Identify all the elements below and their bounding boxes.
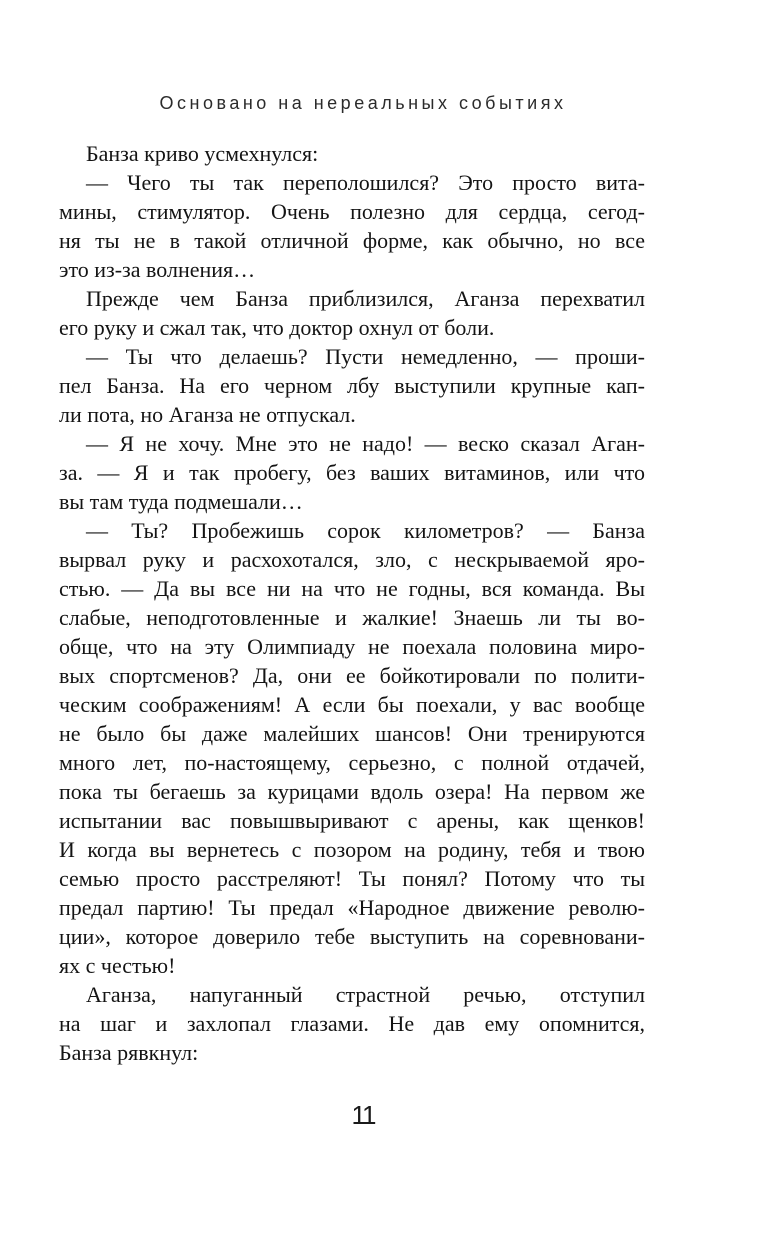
body-line: ческим соображениям! А если бы поехали, у вас вообще	[59, 692, 645, 717]
page-number: 11	[351, 1100, 375, 1130]
body-line: пока ты бегаешь за курицами вдоль озера! На первом же	[59, 779, 645, 804]
body-line: это из-за волнения…	[59, 257, 256, 282]
body-line: Аганза, напуганный страстной речью, отступил	[86, 982, 645, 1007]
body-line: Прежде чем Банза приблизился, Аганза перехватил	[86, 286, 645, 311]
body-line: обще, что на эту Олимпиаду не поехала половина миро-	[59, 634, 645, 659]
body-line: пел Банза. На его черном лбу выступили крупные кап-	[59, 373, 645, 398]
body-line: ня ты не в такой отличной форме, как обычно, но все	[59, 228, 645, 253]
body-line: вых спортсменов? Да, они ее бойкотировали по полити-	[59, 663, 645, 688]
body-line: Банза рявкнул:	[59, 1040, 199, 1065]
body-line: Банза криво усмехнулся:	[86, 141, 319, 166]
body-line: на шаг и захлопал глазами. Не дав ему опомнится,	[59, 1011, 645, 1036]
body-line: испытании вас повышвыривают с арены, как щенков!	[59, 808, 645, 833]
body-line: много лет, по-настоящему, серьезно, с полной отдачей,	[59, 750, 645, 775]
body-line: ли пота, но Аганза не отпускал.	[59, 402, 356, 427]
body-line: предал партию! Ты предал «Народное движение револю-	[59, 895, 645, 920]
body-line: — Я не хочу. Мне это не надо! — веско сказал Аган-	[86, 431, 645, 456]
body-line: ции», которое доверило тебе выступить на соревновани-	[59, 924, 645, 949]
body-text	[59, 139, 645, 1067]
body-line: — Ты что делаешь? Пусти немедленно, — проши-	[86, 344, 645, 369]
body-line: его руку и сжал так, что доктор охнул от боли.	[59, 315, 495, 340]
body-line: ях с честью!	[59, 953, 176, 978]
body-line: семью просто расстреляют! Ты понял? Потому что ты	[59, 866, 645, 891]
body-line: слабые, неподготовленные и жалкие! Знаешь ли ты во-	[59, 605, 645, 630]
body-line: не было бы даже малейших шансов! Они тренируются	[59, 721, 645, 746]
body-line: — Чего ты так переполошился? Это просто вита-	[86, 170, 645, 195]
body-line: стью. — Да вы все ни на что не годны, вся команда. Вы	[59, 576, 645, 601]
body-line: за. — Я и так пробегу, без ваших витаминов, или что	[59, 460, 645, 485]
body-line: И когда вы вернетесь с позором на родину, тебя и твою	[59, 837, 645, 862]
body-line: мины, стимулятор. Очень полезно для сердца, сегод-	[59, 199, 645, 224]
running-header: Основано на нереальных событиях	[159, 93, 567, 113]
body-line: вы там туда подмешали…	[59, 489, 303, 514]
body-line: вырвал руку и расхохотался, зло, с нескрываемой яро-	[59, 547, 645, 572]
body-line: — Ты? Пробежишь сорок километров? — Банза	[86, 518, 645, 543]
